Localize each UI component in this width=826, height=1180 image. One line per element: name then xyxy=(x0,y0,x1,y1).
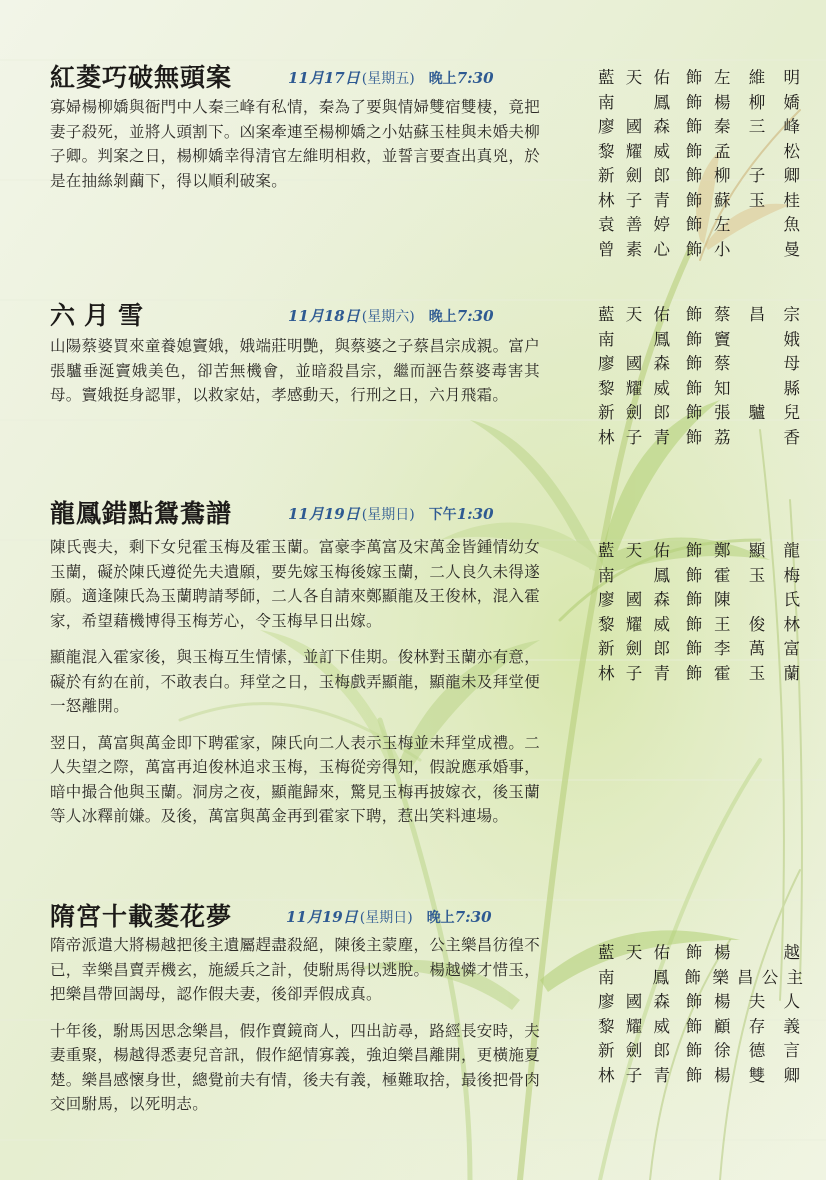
play-time-value: 7:30 xyxy=(454,908,492,926)
play-date: 11月18日 xyxy=(288,307,360,325)
actor-name: 廖 國 森 xyxy=(598,992,670,1012)
role-name: 霍 玉 蘭 xyxy=(714,663,800,683)
cast-row xyxy=(598,988,803,1013)
play-synopsis xyxy=(50,95,540,205)
cast-as-label: 飾 xyxy=(685,614,703,634)
synopsis-paragraph: 陳氏喪夫，剩下女兒霍玉梅及霍玉蘭。富豪李萬富及宋萬金皆鍾情幼女玉蘭，礙於陳氏遵從先夫遺願，要先嫁玉梅後嫁玉蘭，二人良久未得遂願。適逢陳氏為玉蘭聘請琴師，二人各自請來鄭顯龍及王俊林，混入霍家，希望藉機博得玉梅芳心，令玉梅早日出嫁。 xyxy=(50,538,540,630)
play-date: 11月19日 xyxy=(288,505,360,523)
cast-as-label: 飾 xyxy=(685,354,703,374)
play-title: 隋宮十載菱花夢 xyxy=(50,902,233,931)
cast-as-label: 飾 xyxy=(685,166,703,186)
role-name: 陳 氏 xyxy=(714,590,800,610)
cast-row xyxy=(598,236,803,261)
cast-as-label: 飾 xyxy=(685,1065,703,1085)
play-title: 龍鳳錯點鴛鴦譜 xyxy=(50,499,233,528)
actor-name: 新 劍 郎 xyxy=(598,403,670,423)
role-name: 左 魚 xyxy=(714,215,800,235)
role-name: 徐 德 言 xyxy=(714,1041,800,1061)
play-weekday: (星期五) xyxy=(361,71,415,87)
actor-name: 南 鳳 xyxy=(598,565,670,585)
play-weekday: (星期六) xyxy=(361,309,415,325)
play-title: 紅菱巧破無頭案 xyxy=(50,63,233,92)
cast-as-label: 飾 xyxy=(685,190,703,210)
cast-as-label: 飾 xyxy=(685,68,703,88)
role-name: 荔 香 xyxy=(714,427,800,447)
play-time-value: 7:30 xyxy=(456,307,494,325)
cast-as-label: 飾 xyxy=(685,239,703,259)
cast-row xyxy=(598,89,803,114)
cast-as-label: 飾 xyxy=(685,427,703,447)
play-weekday: (星期日) xyxy=(359,910,413,926)
cast-row xyxy=(598,964,803,989)
play-title: 六月雪 xyxy=(50,301,153,330)
cast-row xyxy=(598,375,803,400)
cast-row xyxy=(598,586,803,611)
play-synopsis xyxy=(50,933,540,1129)
cast-as-label: 飾 xyxy=(685,141,703,161)
play-time xyxy=(429,71,494,87)
cast-row xyxy=(598,138,803,163)
actor-name: 黎 耀 威 xyxy=(598,378,670,398)
cast-row xyxy=(598,64,803,89)
cast-as-label: 飾 xyxy=(685,1016,703,1036)
play-time-label: 晚上 xyxy=(428,309,457,325)
actor-name: 黎 耀 威 xyxy=(598,141,670,161)
actor-name: 藍 天 佑 xyxy=(598,541,670,561)
play-time-label: 下午 xyxy=(428,507,457,523)
cast-row xyxy=(598,1037,803,1062)
role-name: 楊 夫 人 xyxy=(714,992,800,1012)
cast-row xyxy=(598,350,803,375)
role-name: 小 曼 xyxy=(714,239,800,259)
play-datetime xyxy=(288,67,494,88)
cast-row xyxy=(598,211,803,236)
cast-row xyxy=(598,562,803,587)
cast-as-label: 飾 xyxy=(685,1041,703,1061)
cast-as-label: 飾 xyxy=(685,92,703,112)
actor-name: 南 鳳 xyxy=(598,967,669,987)
play-synopsis xyxy=(50,535,540,841)
play-date: 11月19日 xyxy=(286,908,358,926)
play-weekday: (星期日) xyxy=(361,507,415,523)
play-time-label: 晚上 xyxy=(428,71,457,87)
actor-name: 廖 國 森 xyxy=(598,590,670,610)
play-time-value: 1:30 xyxy=(456,505,494,523)
role-name: 顧 存 義 xyxy=(714,1016,800,1036)
play-time-value: 7:30 xyxy=(456,69,494,87)
cast-row xyxy=(598,1062,803,1087)
cast-row xyxy=(598,660,803,685)
role-name: 竇 娥 xyxy=(714,329,800,349)
actor-name: 藍 天 佑 xyxy=(598,943,670,963)
cast-as-label: 飾 xyxy=(685,329,703,349)
actor-name: 袁 善 婷 xyxy=(598,215,670,235)
actor-name: 新 劍 郎 xyxy=(598,166,670,186)
cast-list xyxy=(598,537,803,684)
cast-as-label: 飾 xyxy=(685,565,703,585)
cast-row xyxy=(598,187,803,212)
cast-as-label: 飾 xyxy=(685,541,703,561)
cast-row xyxy=(598,162,803,187)
actor-name: 廖 國 森 xyxy=(598,354,670,374)
actor-name: 黎 耀 威 xyxy=(598,1016,670,1036)
actor-name: 南 鳳 xyxy=(598,92,670,112)
cast-row xyxy=(598,424,803,449)
cast-as-label: 飾 xyxy=(684,967,701,987)
role-name: 李 萬 富 xyxy=(714,639,800,659)
synopsis-paragraph: 隋帝派遣大將楊越把後主遺屬趕盡殺絕，陳後主蒙塵，公主樂昌彷徨不已，幸樂昌賣弄機玄，施緩兵之計，使駙馬得以逃脫。楊越憐才惜玉，把樂昌帶回謁母，認作假夫妻，後卻弄假成真。 xyxy=(50,936,540,1003)
actor-name: 林 子 青 xyxy=(598,427,670,447)
actor-name: 曾 素 心 xyxy=(598,239,670,259)
cast-as-label: 飾 xyxy=(685,590,703,610)
cast-as-label: 飾 xyxy=(685,117,703,137)
role-name: 王 俊 林 xyxy=(714,614,800,634)
cast-as-label: 飾 xyxy=(685,305,703,325)
role-name: 鄭 顯 龍 xyxy=(714,541,800,561)
synopsis-paragraph: 寡婦楊柳嬌與衙門中人秦三峰有私情，秦為了要與情婦雙宿雙棲，竟把妻子殺死，並將人頭割下。凶案牽連至楊柳嬌之小姑蘇玉桂與未婚夫柳子卿。判案之日，楊柳嬌幸得清官左維明相救，並誓言要查出真兇，於是在抽絲剝繭下，得以順利破案。 xyxy=(50,98,540,190)
cast-list xyxy=(598,939,803,1086)
synopsis-paragraph: 十年後，駙馬因思念樂昌，假作賣鏡商人，四出訪尋，路經長安時，夫妻重聚，楊越得悉妻兒音訊，假作絕情寡義，強迫樂昌離開，更橫施夏楚。樂昌感懷身世，總覺前夫有情，後夫有義，極難取捨，最後把骨肉交回駙馬，以死明志。 xyxy=(50,1021,540,1113)
actor-name: 林 子 青 xyxy=(598,1065,670,1085)
actor-name: 新 劍 郎 xyxy=(598,639,670,659)
role-name: 楊 越 xyxy=(714,943,800,963)
cast-list xyxy=(598,301,803,448)
role-name: 楊 柳 嬌 xyxy=(714,92,800,112)
cast-row xyxy=(598,611,803,636)
play-synopsis xyxy=(50,334,540,420)
role-name: 蔡 母 xyxy=(714,354,800,374)
role-name: 霍 玉 梅 xyxy=(714,565,800,585)
actor-name: 林 子 青 xyxy=(598,663,670,683)
play-datetime xyxy=(288,305,494,326)
role-name: 知 縣 xyxy=(714,378,800,398)
cast-row xyxy=(598,537,803,562)
play-time xyxy=(429,507,494,523)
actor-name: 藍 天 佑 xyxy=(598,305,670,325)
play-date: 11月17日 xyxy=(288,69,360,87)
cast-as-label: 飾 xyxy=(685,403,703,423)
actor-name: 廖 國 森 xyxy=(598,117,670,137)
cast-as-label: 飾 xyxy=(685,215,703,235)
role-name: 秦 三 峰 xyxy=(714,117,800,137)
role-name: 蘇 玉 桂 xyxy=(714,190,800,210)
synopsis-paragraph: 顯龍混入霍家後，與玉梅互生情愫，並訂下佳期。俊林對玉蘭亦有意，礙於有約在前，不敢表白。拜堂之日，玉梅戲弄顯龍，顯龍未及拜堂便一怒離開。 xyxy=(50,648,540,715)
play-datetime xyxy=(288,503,494,524)
cast-row xyxy=(598,326,803,351)
cast-row xyxy=(598,635,803,660)
role-name: 楊 雙 卿 xyxy=(714,1065,800,1085)
cast-row xyxy=(598,301,803,326)
actor-name: 新 劍 郎 xyxy=(598,1041,670,1061)
play-time xyxy=(427,910,492,926)
role-name: 樂 昌 公 主 xyxy=(712,967,803,987)
cast-as-label: 飾 xyxy=(685,663,703,683)
role-name: 柳 子 卿 xyxy=(714,166,800,186)
synopsis-paragraph: 翌日，萬富與萬金即下聘霍家，陳氏向二人表示玉梅並未拜堂成禮。二人失望之際，萬富再迫俊林追求玉梅，玉梅從旁得知，假說應承婚事，暗中撮合他與玉蘭。洞房之夜，顯龍歸來，驚見玉梅再披嫁衣，後玉蘭等人冰釋前嫌。及後，萬富與萬金再到霍家下聘，惹出笑料連場。 xyxy=(50,733,540,825)
role-name: 張 驢 兒 xyxy=(714,403,800,423)
cast-row xyxy=(598,939,803,964)
actor-name: 南 鳳 xyxy=(598,329,670,349)
cast-row xyxy=(598,113,803,138)
cast-as-label: 飾 xyxy=(685,378,703,398)
cast-as-label: 飾 xyxy=(685,639,703,659)
play-time xyxy=(429,309,494,325)
play-time-label: 晚上 xyxy=(426,910,455,926)
actor-name: 黎 耀 威 xyxy=(598,614,670,634)
synopsis-paragraph: 山陽蔡婆買來童養媳竇娥，娥端莊明艷，與蔡婆之子蔡昌宗成親。富户張驢垂涎竇娥美色，卻苦無機會，並暗殺昌宗，繼而誣告蔡婆毒害其母。竇娥挺身認罪，以救家姑，孝感動天，行刑之日，六月飛霜。 xyxy=(50,337,540,404)
role-name: 孟 松 xyxy=(714,141,800,161)
cast-list xyxy=(598,64,803,260)
cast-as-label: 飾 xyxy=(685,992,703,1012)
role-name: 左 維 明 xyxy=(714,68,800,88)
play-datetime xyxy=(286,906,492,927)
cast-row xyxy=(598,1013,803,1038)
cast-as-label: 飾 xyxy=(685,943,703,963)
actor-name: 林 子 青 xyxy=(598,190,670,210)
actor-name: 藍 天 佑 xyxy=(598,68,670,88)
cast-row xyxy=(598,399,803,424)
role-name: 蔡 昌 宗 xyxy=(714,305,800,325)
